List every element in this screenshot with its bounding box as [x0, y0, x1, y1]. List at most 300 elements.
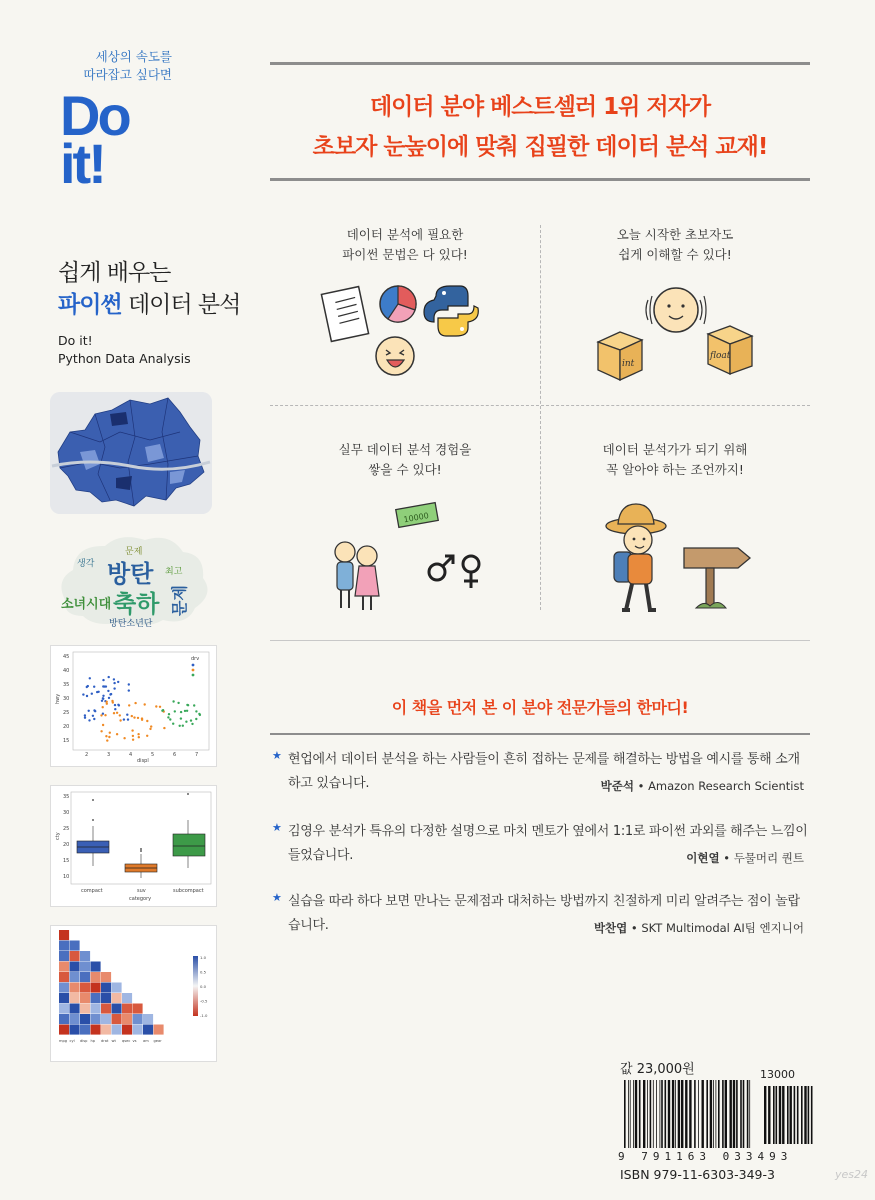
scatter-point	[93, 709, 95, 711]
heatmap-cell	[91, 1025, 101, 1035]
box-ytick: 15	[63, 858, 70, 864]
barcode-bar	[643, 1080, 645, 1148]
heatmap-graphic	[51, 926, 216, 1061]
heatmap-cell	[70, 962, 80, 972]
heatmap-label: vs	[132, 1039, 137, 1043]
barcode-bar	[764, 1086, 766, 1144]
scatter-point	[190, 719, 192, 721]
scatter-point	[123, 718, 125, 720]
heatmap-cell	[122, 1025, 132, 1035]
barcode-bar	[656, 1080, 657, 1148]
watermark: yes24	[835, 1168, 869, 1181]
scatter-point	[87, 685, 89, 687]
scatter-point	[82, 693, 84, 695]
heatmap-cell	[143, 1025, 153, 1035]
heatmap-label: qsec	[122, 1039, 131, 1043]
feature-illustration-python	[318, 278, 498, 383]
heatmap-label: wt	[111, 1039, 116, 1043]
heatmap-cell	[112, 1025, 122, 1035]
scatter-plot-thumbnail	[50, 645, 217, 767]
caption-line: 쉽게 이해할 수 있다!	[618, 247, 732, 262]
barcode-bar	[713, 1080, 714, 1148]
scatter-point	[88, 710, 90, 712]
scatter-point	[119, 719, 121, 721]
barcode-bars	[622, 1080, 814, 1150]
review-text: 김영우 분석가 특유의 다정한 설명으로 마치 멘토가 옆에서 1:1로 파이썬 과외를 해주는 느낌이 들었습니다.	[288, 824, 808, 863]
box-ytick: 10	[63, 874, 70, 880]
scatter-point	[106, 703, 108, 705]
scatter-point	[100, 714, 102, 716]
heatmap-cell	[70, 972, 80, 982]
heatmap-cell	[59, 1004, 69, 1014]
pie-chart-icon	[380, 286, 416, 322]
heatmap-cell	[101, 993, 111, 1003]
word: 최고	[165, 567, 183, 577]
scatter-point	[167, 716, 169, 718]
barcode-bar	[804, 1086, 806, 1144]
scatter-point	[137, 717, 139, 719]
scatter-point	[113, 682, 115, 684]
heatmap-cell	[80, 993, 90, 1003]
scatter-point	[116, 712, 118, 714]
barcode-bar	[811, 1086, 813, 1144]
author-role: • Amazon Research Scientist	[633, 779, 804, 793]
word: 문제	[125, 547, 143, 557]
heatmap-cell	[122, 1014, 132, 1024]
caption-line: 쌓을 수 있다!	[368, 462, 442, 477]
heatmap-cell	[143, 1014, 153, 1024]
scatter-point	[102, 706, 104, 708]
scatter-point	[132, 735, 134, 737]
headline-line1: 데이터 분야 베스트셀러 1위 저자가	[369, 94, 711, 120]
heatmap-cell	[80, 1004, 90, 1014]
int-box-icon	[598, 332, 642, 380]
heatmap-cell	[59, 1025, 69, 1035]
caption-line: 데이터 분석가가 되기 위해	[602, 442, 748, 457]
colorbar-tick: 0.0	[200, 984, 207, 989]
scatter-point	[100, 730, 102, 732]
heatmap-cell	[101, 1014, 111, 1024]
scatter-point	[138, 736, 140, 738]
box-ylabel: cty	[55, 832, 61, 840]
heatmap-cell	[59, 941, 69, 951]
barcode-bar	[773, 1086, 775, 1144]
heatmap-cell	[59, 972, 69, 982]
caption-line: 데이터 분석에 필요한	[346, 227, 464, 242]
scatter-xtick: 5	[151, 752, 155, 758]
scatter-point	[113, 712, 115, 714]
barcode-bar	[665, 1080, 667, 1148]
scatter-point	[150, 725, 152, 727]
caption-line: 파이썬 문법은 다 있다!	[342, 247, 468, 262]
scatter-ytick: 25	[63, 710, 70, 716]
scatter-point	[133, 716, 135, 718]
tagline-line: 따라잡고 싶다면	[83, 67, 172, 82]
star-icon: ★	[272, 891, 282, 904]
barcode-bar	[749, 1080, 750, 1148]
laughing-face-icon	[376, 337, 414, 375]
colorbar-tick: -0.5	[200, 998, 208, 1004]
scatter-point	[174, 710, 176, 712]
barcode-bar	[716, 1080, 717, 1148]
feature-caption	[270, 225, 540, 265]
barcode-bar	[725, 1080, 727, 1148]
author-role: • 두물머리 퀀트	[719, 851, 804, 865]
barcode-bar	[660, 1080, 661, 1148]
scatter-xtick: 6	[173, 752, 177, 758]
barcode-bar	[694, 1080, 696, 1148]
tagline-line: 세상의 속도를	[95, 49, 172, 64]
heatmap-cell	[91, 962, 101, 972]
title-rest: 데이터 분석	[121, 292, 241, 318]
scatter-point	[132, 739, 134, 741]
scatter-point	[195, 718, 197, 720]
scatter-point	[108, 736, 110, 738]
heatmap-cell	[59, 993, 69, 1003]
heatmap-cell	[70, 1004, 80, 1014]
scatter-ytick: 30	[63, 696, 70, 702]
scatter-point	[123, 737, 125, 739]
review-item	[272, 820, 812, 874]
barcode-bar	[628, 1080, 629, 1148]
heatmap-cell	[70, 1025, 80, 1035]
scatter-point	[161, 710, 163, 712]
heatmap-cell	[112, 993, 122, 1003]
barcode-bar	[678, 1080, 680, 1148]
scatter-legend-title: drv	[191, 656, 200, 662]
scatter-xtick: 3	[107, 752, 111, 758]
scatter-point	[195, 710, 197, 712]
heatmap-label: cyl	[69, 1039, 75, 1043]
scatter-point	[114, 708, 116, 710]
scatter-point	[163, 727, 165, 729]
barcode-bar	[730, 1080, 732, 1148]
author-name: 박찬엽	[593, 921, 628, 935]
map-graphic	[50, 392, 212, 514]
heatmap-cell	[101, 1004, 111, 1014]
smiling-face-icon	[646, 288, 706, 332]
heatmap-label: am	[143, 1039, 149, 1043]
scatter-point	[107, 690, 109, 692]
heatmap-cell	[122, 993, 132, 1003]
barcode-bar	[639, 1080, 641, 1148]
scatter-point	[128, 683, 130, 685]
barcode-bar	[698, 1080, 699, 1148]
tagline	[62, 48, 172, 84]
scatter-point	[179, 725, 181, 727]
barcode-bar	[782, 1086, 784, 1144]
scatter-point	[177, 702, 179, 704]
grid-horizontal-divider	[270, 405, 810, 406]
scatter-point	[180, 717, 182, 719]
box-compact	[77, 799, 109, 866]
heatmap-cell	[91, 972, 101, 982]
heatmap-cell	[59, 983, 69, 993]
barcode-bar	[710, 1080, 712, 1148]
heatmap-cell	[101, 1025, 111, 1035]
heatmap-label: hp	[90, 1039, 96, 1043]
box-label: int	[622, 359, 635, 369]
scatter-point	[137, 733, 139, 735]
barcode-bar	[675, 1080, 676, 1148]
heatmap-cell	[70, 941, 80, 951]
colorbar	[193, 956, 198, 1016]
scatter-point	[84, 714, 86, 716]
price: 값 23,000원	[620, 1062, 695, 1077]
scatter-point	[106, 739, 108, 741]
author-name: 박준석	[600, 779, 634, 793]
scatter-point	[102, 697, 104, 699]
barcode-bar	[790, 1086, 792, 1144]
word: 소녀시대	[61, 597, 112, 612]
caption-line: 오늘 시작한 초보자도	[616, 227, 734, 242]
grid-bottom-rule	[270, 640, 810, 641]
barcode-bar	[718, 1080, 720, 1148]
money-icon	[396, 503, 439, 528]
caption-line: 실무 데이터 분석 경험을	[338, 442, 472, 457]
reviews-title: 이 책을 먼저 본 이 분야 전문가들의 한마디!	[391, 698, 689, 717]
feature-caption	[540, 225, 810, 265]
heatmap-cell	[70, 993, 80, 1003]
float-box-icon	[708, 326, 752, 374]
barcode-bar	[647, 1080, 648, 1148]
review-item	[272, 748, 812, 802]
scatter-point	[104, 714, 106, 716]
feature-illustration-career	[325, 500, 505, 618]
scatter-point	[146, 720, 148, 722]
scatter-point	[108, 697, 110, 699]
title-highlight: 파이썬	[58, 292, 122, 318]
heatmap-cell	[59, 962, 69, 972]
scatter-point	[91, 693, 93, 695]
scatter-point	[93, 718, 95, 720]
heatmap-cell	[70, 951, 80, 961]
scatter-point	[131, 729, 133, 731]
heatmap-label: gear	[153, 1039, 162, 1043]
box-ytick: 25	[63, 826, 70, 832]
heatmap-cell	[91, 1014, 101, 1024]
barcode-bar	[689, 1080, 691, 1148]
scatter-point	[108, 676, 110, 678]
python-logo-icon	[424, 286, 478, 336]
heatmap-thumbnail	[50, 925, 217, 1062]
hiker-icon	[606, 504, 666, 610]
word: 방탄소년단	[109, 619, 153, 629]
scatter-point	[105, 735, 107, 737]
money-label: 10000	[402, 511, 430, 525]
headline-line2: 초보자 눈높이에 맞춰 집필한 데이터 분석 교재!	[312, 134, 768, 160]
feature-caption	[270, 440, 540, 480]
barcode-bar	[702, 1080, 704, 1148]
box-xlabel: category	[129, 896, 152, 902]
star-icon: ★	[272, 821, 282, 834]
scatter-point	[168, 713, 170, 715]
barcode-bar	[633, 1080, 634, 1148]
barcode-bar	[801, 1086, 803, 1144]
barcode-bar	[747, 1080, 749, 1148]
scatter-point	[184, 710, 186, 712]
scatter-point	[119, 714, 121, 716]
word: 생각	[77, 559, 95, 569]
box-ytick: 30	[63, 810, 70, 816]
scatter-xtick: 2	[85, 752, 89, 758]
box-label: float	[710, 351, 731, 361]
scatter-point	[149, 728, 151, 730]
scatter-point	[134, 702, 136, 704]
barcode-addon-number: 13000	[760, 1068, 795, 1081]
scatter-graphic	[51, 646, 216, 766]
barcode-bar	[787, 1086, 789, 1144]
document-icon	[321, 287, 368, 342]
heatmap-cell	[154, 1025, 164, 1035]
grid-vertical-divider	[540, 225, 541, 610]
scatter-point	[126, 714, 128, 716]
barcode-bar	[706, 1080, 708, 1148]
star-icon: ★	[272, 749, 282, 762]
scatter-point	[89, 677, 91, 679]
box-subcompact	[173, 793, 205, 868]
barcode-bar	[779, 1086, 781, 1144]
scatter-point	[169, 718, 171, 720]
heatmap-label: disp	[80, 1039, 88, 1043]
barcode-bar	[668, 1080, 670, 1148]
boxplot-thumbnail	[50, 785, 217, 907]
scatter-ytick: 20	[63, 724, 70, 730]
feature-illustration-types	[590, 282, 765, 387]
heatmap-cell	[80, 951, 90, 961]
heatmap-cell	[70, 983, 80, 993]
heatmap-cell	[59, 951, 69, 961]
heatmap-cell	[122, 1004, 132, 1014]
scatter-point	[116, 733, 118, 735]
barcode-bar	[736, 1080, 738, 1148]
scatter-point	[187, 704, 189, 706]
scatter-point	[86, 695, 88, 697]
scatter-point	[128, 704, 130, 706]
heatmap-cell	[80, 1025, 90, 1035]
scatter-point	[111, 700, 113, 702]
scatter-point	[172, 700, 174, 702]
scatter-point	[113, 687, 115, 689]
barcode-bar	[722, 1080, 724, 1148]
logo-line: it!	[60, 132, 104, 195]
barcode-bar	[661, 1080, 663, 1148]
box-category: suv	[137, 888, 146, 894]
scatter-point	[84, 717, 86, 719]
scatter-point	[117, 681, 119, 683]
do-it-logo	[60, 84, 129, 195]
word: 축하	[113, 590, 160, 618]
barcode-bar	[743, 1080, 745, 1148]
scatter-point	[193, 704, 195, 706]
book-title-line2	[58, 286, 240, 319]
scatter-ylabel: hwy	[55, 693, 61, 704]
subtitle-line: Do it!	[58, 333, 93, 348]
barcode	[622, 1080, 814, 1150]
barcode-bar	[681, 1080, 683, 1148]
barcode-bar	[808, 1086, 810, 1144]
scatter-point	[146, 735, 148, 737]
scatter-point	[141, 719, 143, 721]
svg-text:문제: 문제	[170, 585, 189, 616]
signpost-icon	[684, 548, 750, 608]
top-rule	[270, 62, 810, 65]
scatter-point	[102, 724, 104, 726]
heatmap-cell	[91, 1004, 101, 1014]
heatmap-cell	[80, 972, 90, 982]
barcode-bar	[635, 1080, 637, 1148]
heatmap-cell	[59, 1014, 69, 1024]
barcode-bar	[624, 1080, 626, 1148]
box-suv	[125, 848, 157, 878]
scatter-point	[96, 691, 98, 693]
scatter-ytick: 45	[63, 654, 70, 660]
caption-line: 꼭 알아야 하는 조언까지!	[606, 462, 744, 477]
scatter-xlabel: displ	[137, 758, 149, 764]
scatter-point	[127, 718, 129, 720]
review-text: 현업에서 데이터 분석을 하는 사람들이 흔히 접하는 문제를 해결하는 방법을 예시를 통해 소개하고 있습니다.	[288, 752, 800, 791]
logo-line: Do	[60, 84, 129, 147]
heatmap-cell	[70, 1014, 80, 1024]
scatter-point	[102, 695, 104, 697]
feature-caption	[540, 440, 810, 480]
scatter-point	[191, 723, 193, 725]
heatmap-cell	[80, 1014, 90, 1024]
scatter-point	[113, 678, 115, 680]
heatmap-cell	[133, 1014, 143, 1024]
scatter-point	[103, 685, 105, 687]
feature-illustration-hiker	[600, 492, 760, 620]
review-author	[601, 778, 804, 794]
scatter-point	[88, 719, 90, 721]
scatter-point	[159, 706, 161, 708]
english-subtitle	[58, 332, 191, 368]
heatmap-cell	[59, 930, 69, 940]
colorbar-tick: 1.0	[200, 955, 207, 960]
heatmap-cell	[133, 1004, 143, 1014]
barcode-bar	[797, 1086, 799, 1144]
book-title-line1: 쉽게 배우는	[58, 260, 171, 286]
box-category: subcompact	[173, 888, 204, 894]
scatter-point	[102, 679, 104, 681]
scatter-point	[109, 732, 111, 734]
scatter-point	[182, 725, 184, 727]
heatmap-cell	[80, 983, 90, 993]
heatmap-cell	[101, 972, 111, 982]
barcode-bar	[733, 1080, 735, 1148]
subtitle-line: Python Data Analysis	[58, 351, 191, 366]
seoul-map-thumbnail	[50, 392, 212, 514]
scatter-ytick: 35	[63, 682, 70, 688]
wordcloud-graphic	[55, 530, 215, 630]
scatter-point	[114, 704, 116, 706]
colorbar-tick: -1.0	[200, 1013, 208, 1018]
review-item	[272, 890, 812, 944]
male-female-symbol-icon	[429, 556, 479, 588]
barcode-bar	[672, 1080, 674, 1148]
box-ytick: 20	[63, 842, 70, 848]
barcode-bar	[653, 1080, 654, 1148]
box-ytick: 35	[63, 794, 70, 800]
review-author	[686, 850, 804, 866]
heatmap-cell	[133, 1025, 143, 1035]
scatter-point	[144, 703, 146, 705]
heatmap-cell	[91, 993, 101, 1003]
heatmap-cell	[112, 983, 122, 993]
couple-icon	[335, 542, 379, 610]
scatter-xtick: 4	[129, 752, 133, 758]
scatter-point	[185, 721, 187, 723]
